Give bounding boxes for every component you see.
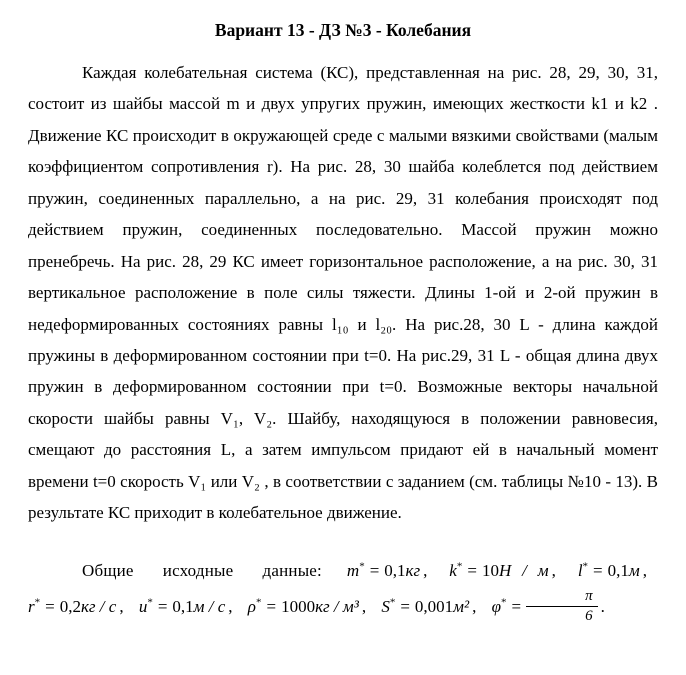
given-data-lead: Общие исходные данные: [82,560,322,580]
formula-variable: l [577,560,583,580]
formula-r [28,597,116,616]
superscript-star: * [582,559,589,572]
separator-comma: , [423,560,428,580]
superscript-star: * [255,596,262,609]
formula-variable: ρ [247,597,256,617]
formula-value: 0,1 [172,597,194,617]
equals-sign: = [266,597,277,617]
formula-value: 0,001 [414,597,454,617]
formula-value: 0,1 [384,560,406,580]
formula-value: 1000 [281,597,316,617]
formula-value: 0,2 [59,597,81,617]
separator-comma: , [472,597,477,617]
formula-u [139,597,225,616]
formula-variable: φ [491,597,502,617]
formula-l [578,561,640,580]
equals-sign: = [45,597,55,617]
formula-value: 0,1 [607,560,629,580]
formula-unit: Н / м [498,560,549,580]
equals-sign: = [467,560,477,580]
separator-comma: , [551,560,556,580]
superscript-star: * [456,559,463,572]
superscript-star: * [359,559,365,572]
formula-unit: м² [453,597,470,617]
formula-value: 10 [481,560,499,580]
formula-variable: m [346,560,360,580]
superscript-star: * [389,596,396,609]
formula-variable: S [381,597,390,617]
equals-sign: = [511,597,522,617]
body-paragraph: Каждая колебательная система (КС), представленная на рис. 28, 29, 30, 31, состоит из шайбы массой m и двух упругих пружин, имеющих жесткости k1 и k2 . Движение КС происходит в окружающей среде с малыми вязкими свойствами (малым коэффициентом сопротивления r). На рис. 28, 30 шайба колеблется под действием пружин, соединенных параллельно, а на рис. 29, 31 колебания происходят под действием пружин, соединенных последовательно. Массой пружин можно пренебречь. На рис. 28, 29 КС имеет горизонтальное расположение, а на рис. 30, 31 вертикальное расположение в поле силы тяжести. Длины 1-ой и 2-ой пружин в недеформированных состояниях равны l₁₀ и l₂₀. На рис.28, 30 L - длина каждой пружины в деформированном состоянии при t=0. На рис.29, 31 L - общая длина двух пружин в деформированном состоянии при t=0. Возможные векторы начальной скорости шайбы равны V₁, V₂. Шайбу, находящуюся в положении равновесия, смещают до расстояния L, а затем импульсом придают ей в начальный момент времени t=0 скорость V₁ или V₂ , в соответствии с заданием (см. таблицы №10 - 13). В результате КС приходит в колебательное движение. [28,63,658,523]
formula-S [381,597,469,616]
formula-phi [491,588,598,624]
formula-rho [248,597,359,616]
separator-comma: , [119,597,124,617]
separator-comma: , [361,597,367,617]
document-title: Вариант 13 - ДЗ №3 - Колебания [214,20,472,40]
superscript-star: * [34,596,41,609]
fraction [526,588,598,624]
formula-unit: м [628,560,640,580]
formula-variable: r [28,597,35,617]
fraction-numerator: π [526,588,598,607]
superscript-star: * [147,596,153,609]
equals-sign: = [157,597,168,617]
end-period: . [600,597,605,617]
formula-unit: кг / с [80,597,117,617]
separator-comma: , [228,597,233,617]
formula-m [347,561,420,580]
formula-variable: k [449,560,457,580]
formula-unit: кг / м³ [315,597,359,617]
given-data-paragraph [28,553,658,627]
fraction-denominator: 6 [585,607,593,624]
formula-unit: кг [405,560,421,580]
superscript-star: * [501,596,507,609]
equals-sign: = [400,597,410,617]
formula-unit: м / с [193,597,226,617]
equals-sign: = [369,560,380,580]
formula-variable: u [138,597,148,617]
formula-k [449,561,548,580]
equals-sign: = [593,560,603,580]
separator-comma: , [642,560,647,580]
